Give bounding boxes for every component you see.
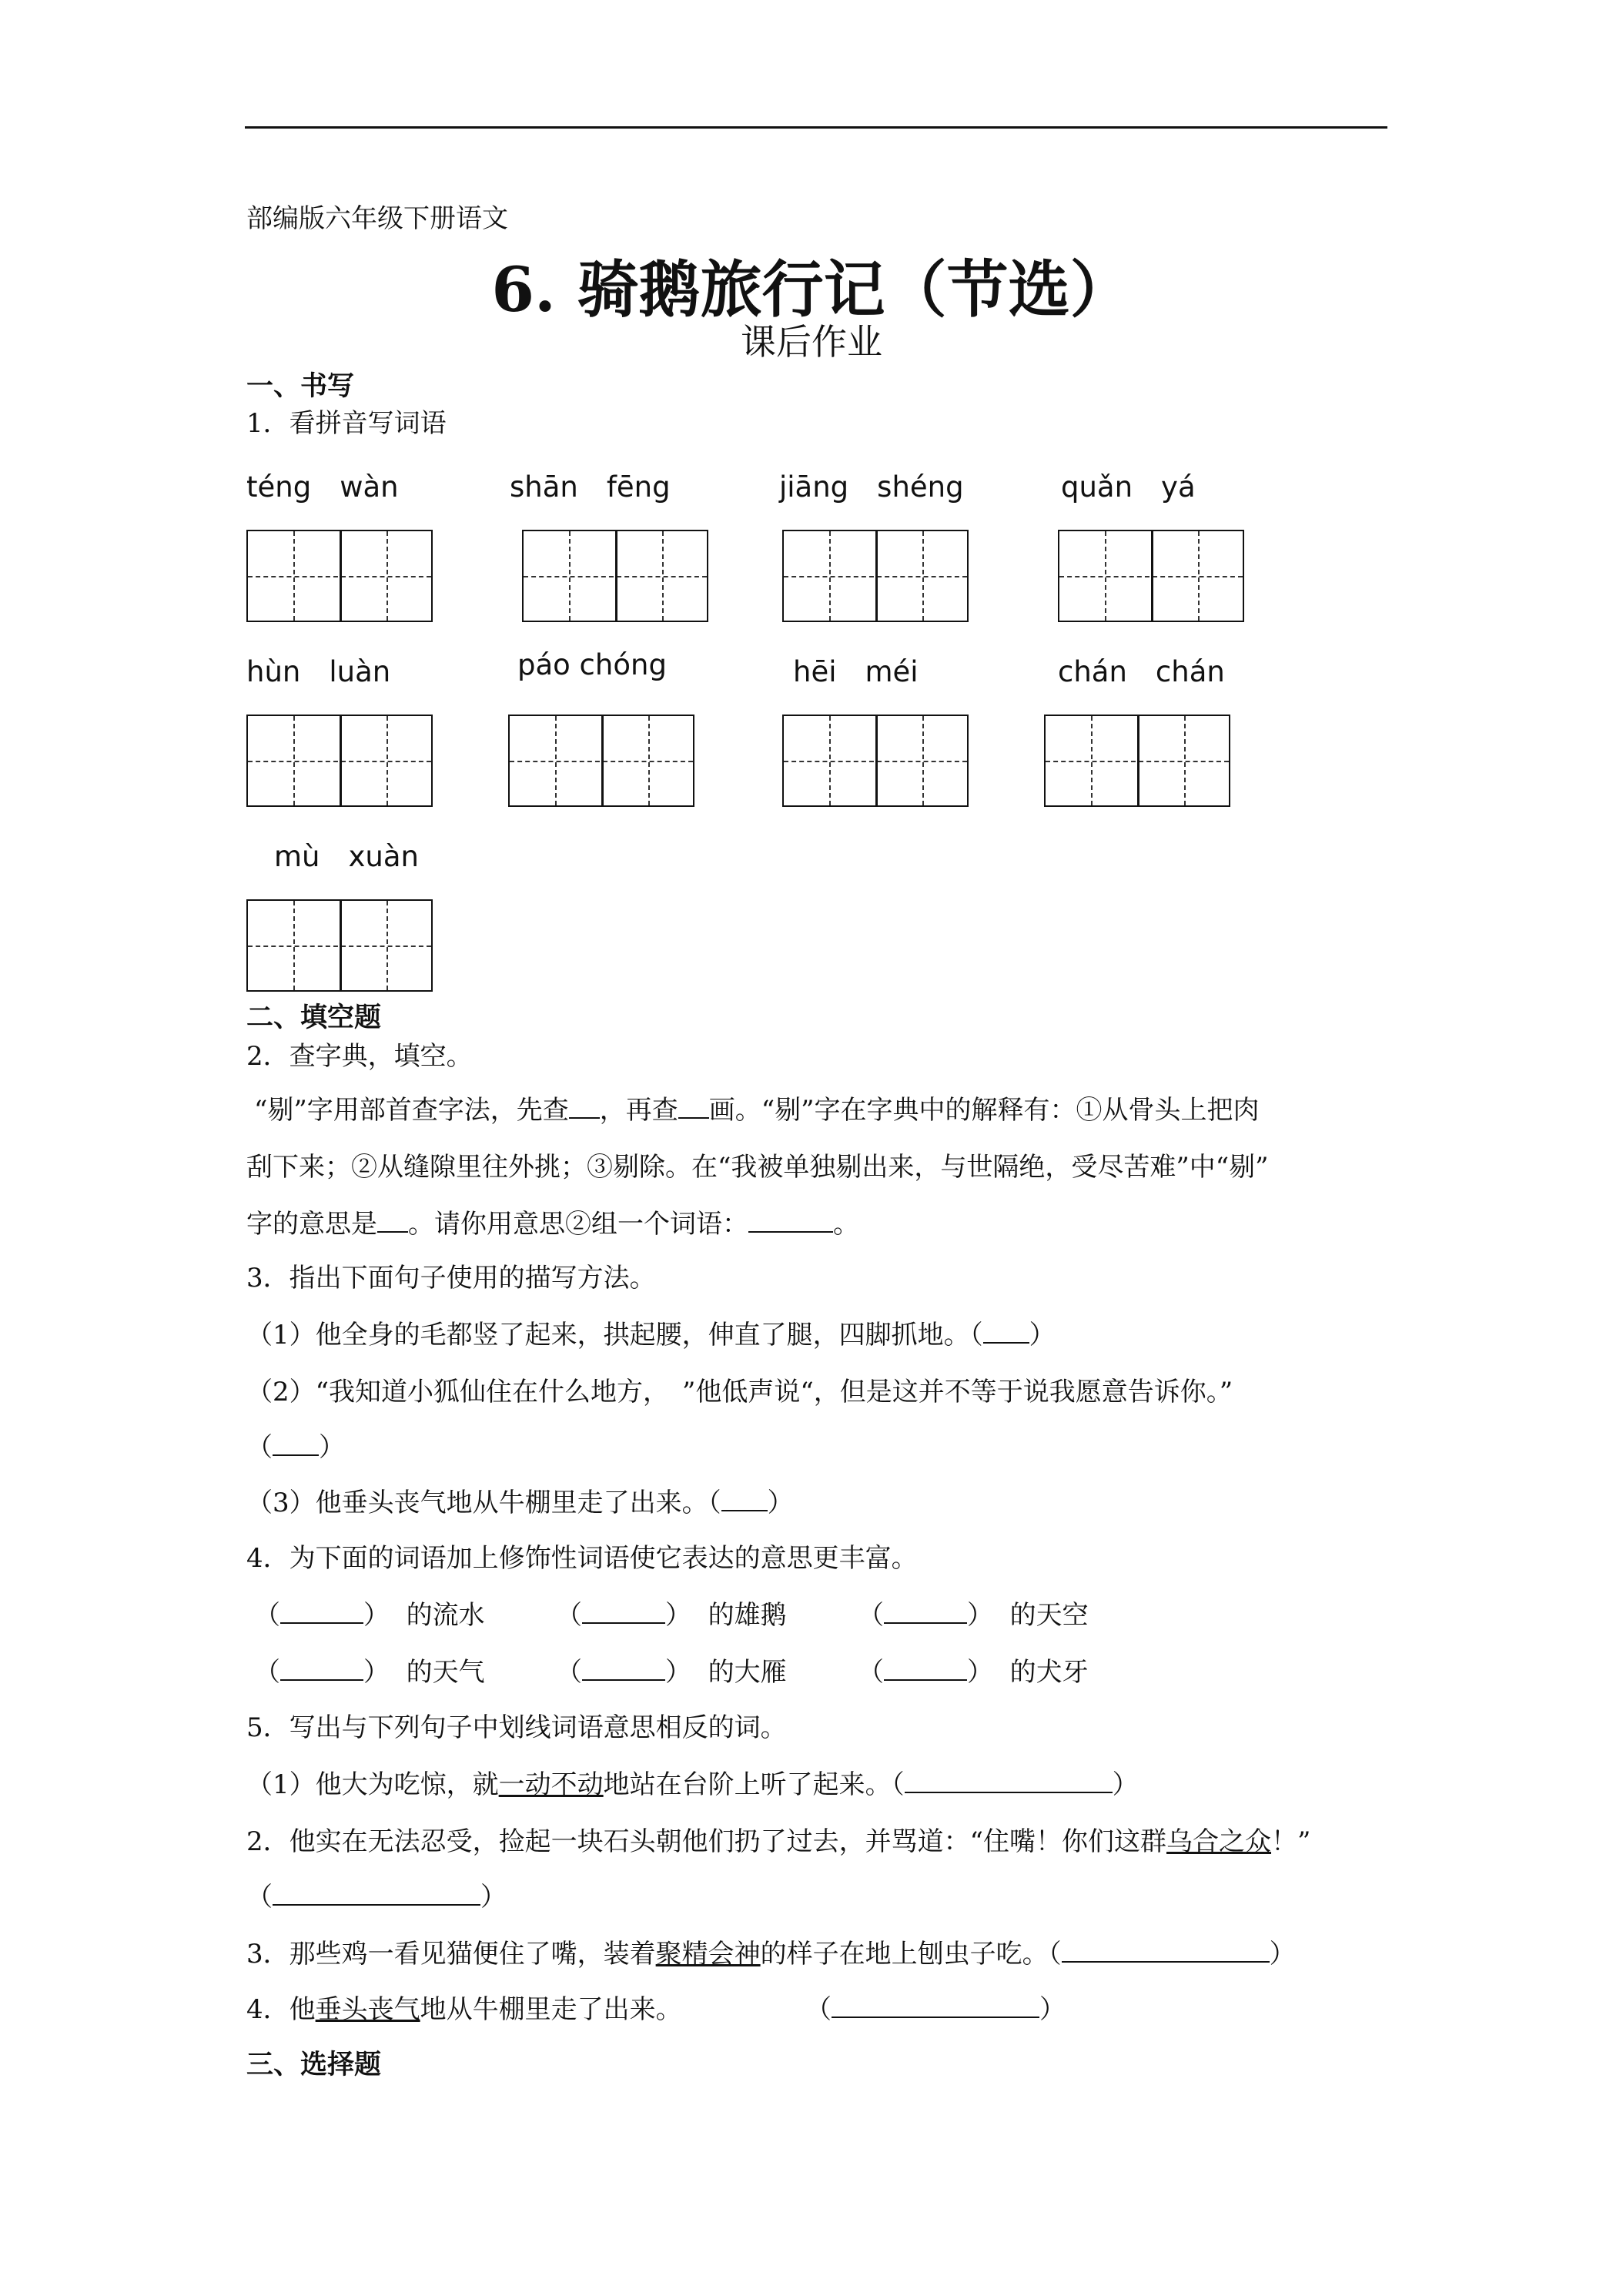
writing-grid[interactable] — [1044, 715, 1230, 807]
page-title: 6. 骑鹅旅行记（节选） — [491, 253, 1132, 326]
question-3-sentence-2-answer: （ ） — [246, 1426, 345, 1464]
answer-blank[interactable] — [1062, 1935, 1270, 1963]
answer-blank[interactable] — [280, 1653, 363, 1681]
question-5-sentence-3: 3．那些鸡一看见猫便住了嘴，装着聚精会神的样子在地上刨虫子吃。（ ） — [246, 1933, 1296, 1970]
question-3-sentence-1: （1）他全身的毛都竖了起来，拱起腰，伸直了腿，四脚抓地。（ ） — [246, 1314, 1056, 1351]
pinyin-6: páo chóng — [517, 648, 667, 681]
writing-grid[interactable] — [508, 715, 694, 807]
subject-label: 部编版六年级下册语文 — [246, 203, 508, 234]
question-1-stem: 1．看拼音写词语 — [246, 408, 447, 439]
question-4-item: （ ） 的犬牙 — [858, 1651, 1089, 1689]
question-3-stem: 3．指出下面句子使用的描写方法。 — [246, 1263, 656, 1294]
question-5-sentence-4: 4．他垂头丧气地从牛棚里走了出来。 — [246, 1994, 682, 2025]
question-4-stem: 4．为下面的词语加上修饰性词语使它表达的意思更丰富。 — [246, 1543, 918, 1574]
pinyin-8: chán chán — [1058, 655, 1225, 688]
question-5-sentence-4-answer: （ ） — [805, 1988, 1066, 2026]
answer-blank[interactable] — [273, 1428, 319, 1456]
writing-grid[interactable] — [522, 530, 708, 622]
question-4-item: （ ） 的流水 — [254, 1594, 485, 1632]
question-5-sentence-1: （1）他大为吃惊，就一动不动地站在台阶上听了起来。（ ） — [246, 1763, 1139, 1801]
answer-blank[interactable] — [721, 1484, 768, 1511]
answer-blank[interactable] — [884, 1653, 967, 1681]
pinyin-4: quǎn yá — [1061, 470, 1196, 504]
answer-blank[interactable] — [832, 1990, 1039, 2018]
answer-blank[interactable] — [678, 1091, 709, 1119]
question-2-line2: 刮下来；②从缝隙里往外挑；③剔除。在“我被单独剔出来，与世隔绝，受尽苦难”中“剔” — [246, 1152, 1269, 1183]
writing-grid[interactable] — [782, 715, 969, 807]
writing-grid[interactable] — [246, 899, 433, 992]
question-5-sentence-2: 2．他实在无法忍受，捡起一块石头朝他们扔了过去，并骂道：“住嘴！你们这群乌合之众！” — [246, 1826, 1311, 1857]
pinyin-3: jiāng shéng — [779, 470, 964, 504]
question-3-sentence-2: （2）“我知道小狐仙住在什么地方， ”他低声说“，但是这并不等于说我愿意告诉你。” — [246, 1377, 1233, 1407]
answer-blank[interactable] — [273, 1878, 480, 1906]
pinyin-5: hùn luàn — [246, 655, 391, 688]
answer-blank[interactable] — [983, 1316, 1029, 1344]
section-heading-choice: 三、选择题 — [246, 2049, 382, 2080]
section-heading-writing: 一、书写 — [246, 370, 355, 402]
question-3-sentence-3: （3）他垂头丧气地从牛棚里走了出来。（ ） — [246, 1481, 794, 1519]
answer-blank[interactable] — [884, 1596, 967, 1624]
header-rule — [245, 126, 1387, 129]
page-subtitle: 课后作业 — [741, 321, 882, 363]
writing-grid[interactable] — [246, 715, 433, 807]
pinyin-9: mù xuàn — [274, 840, 419, 873]
question-4-item: （ ） 的天空 — [858, 1594, 1089, 1632]
question-2-line1: “剔”字用部首查字法，先查 ，再查 画。“剔”字在字典中的解释有：①从骨头上把肉 — [254, 1089, 1260, 1126]
question-4-item: （ ） 的大雁 — [556, 1651, 787, 1689]
question-4-item: （ ） 的雄鹅 — [556, 1594, 787, 1632]
question-2-stem: 2．查字典，填空。 — [246, 1041, 473, 1072]
answer-blank[interactable] — [582, 1596, 665, 1624]
answer-blank[interactable] — [377, 1205, 408, 1233]
question-5-sentence-2-answer: （ ） — [246, 1876, 507, 1913]
question-2-line3: 字的意思是 。请你用意思②组一个词语： 。 — [246, 1203, 859, 1240]
answer-blank[interactable] — [905, 1766, 1113, 1793]
question-4-item: （ ） 的天气 — [254, 1651, 485, 1689]
writing-grid[interactable] — [1058, 530, 1244, 622]
writing-grid[interactable] — [246, 530, 433, 622]
section-heading-fill-in: 二、填空题 — [246, 1002, 382, 1033]
answer-blank[interactable] — [569, 1091, 600, 1119]
answer-blank[interactable] — [582, 1653, 665, 1681]
answer-blank[interactable] — [748, 1205, 833, 1233]
answer-blank[interactable] — [280, 1596, 363, 1624]
question-5-stem: 5．写出与下列句子中划线词语意思相反的词。 — [246, 1712, 787, 1743]
pinyin-1: téng wàn — [246, 470, 399, 504]
pinyin-7: hēi méi — [793, 655, 919, 688]
writing-grid[interactable] — [782, 530, 969, 622]
pinyin-2: shān fēng — [510, 470, 671, 504]
